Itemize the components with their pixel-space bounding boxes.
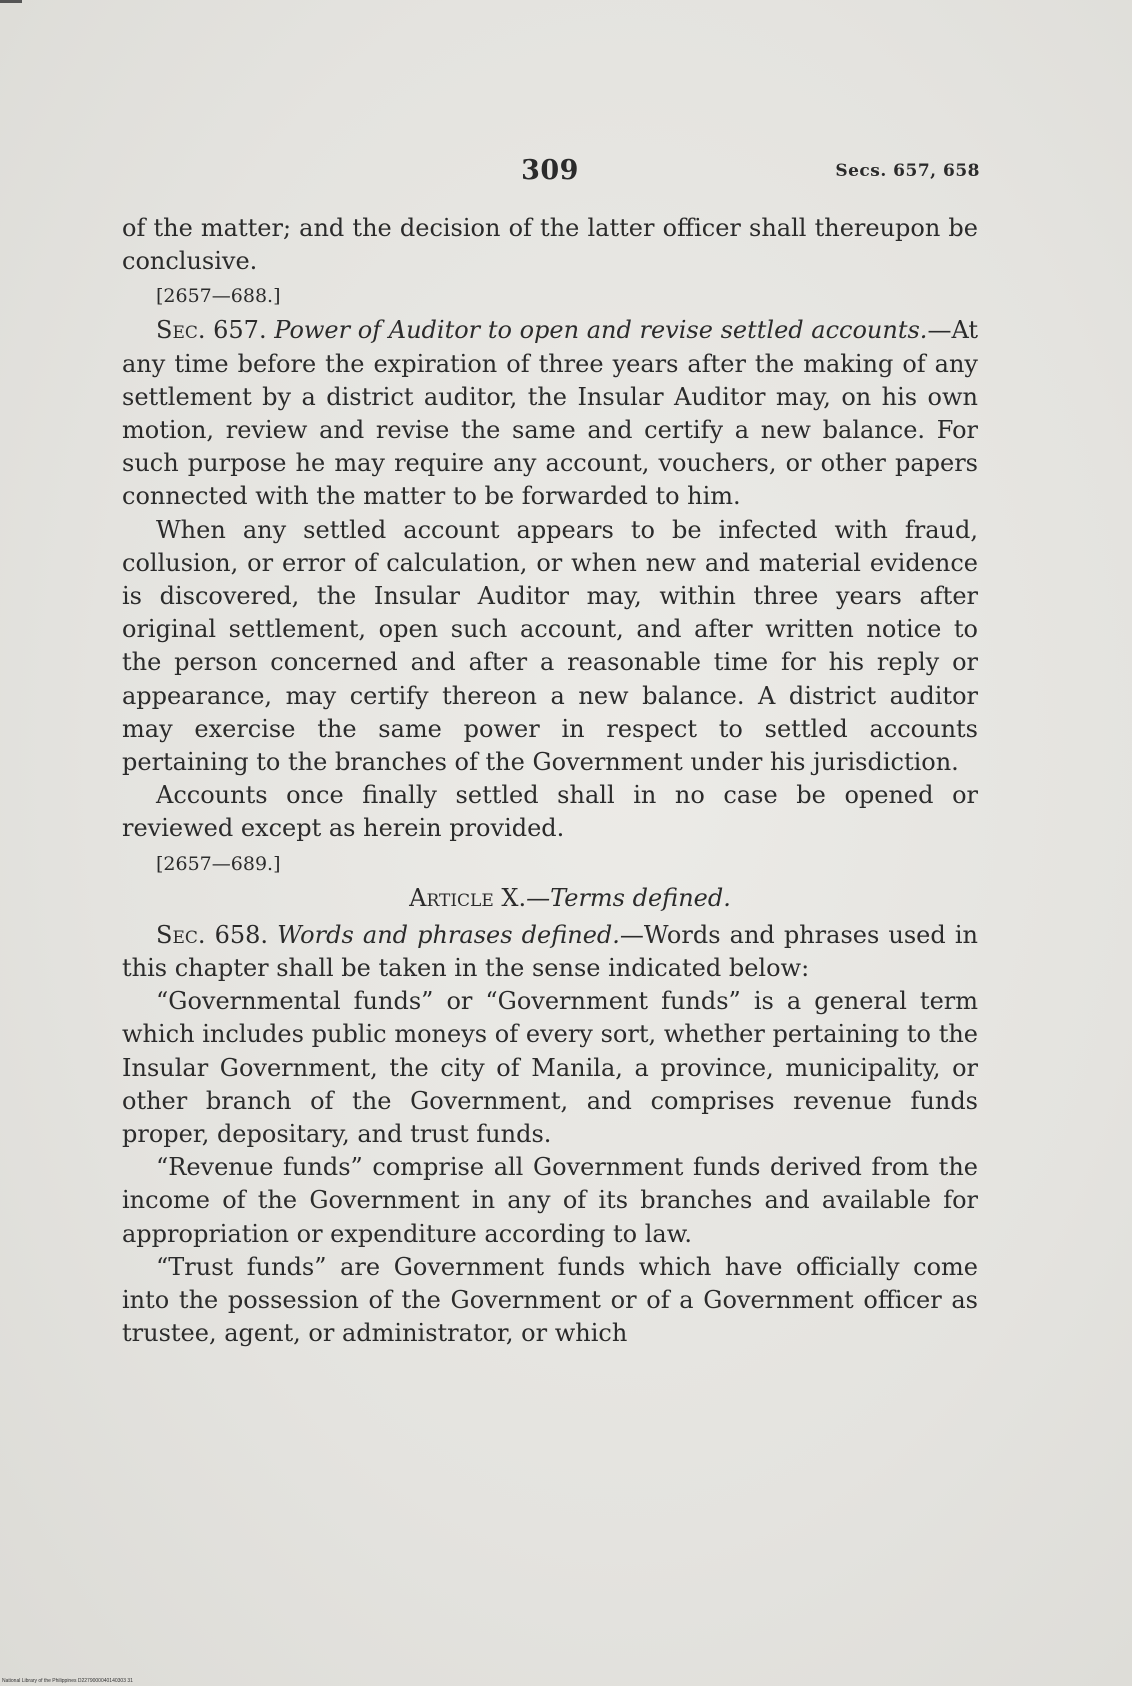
definition-revenue-funds: “Revenue funds” comprise all Government funds derived from the income of the Government in any of its branches and available for appropriation or expenditure according to law. [122,1153,978,1248]
section-text: —Words and phrases used in this chapter shall be taken in the sense indicated below: [122,920,978,983]
section-text: —At any time before the expiration of three years after the making of any settlement by a district auditor, the Insular Auditor may, on his own motion, review and revise the same and certify a new balance. For such purpose he may require any account, vouchers, or other papers connected with the matter to be forwarded to him. [122,316,978,511]
paragraph-continuation: of the matter; and the decision of the latter officer shall thereupon be conclusive. [122,214,978,276]
source-citation: [2657—688.] [156,285,281,308]
paragraph-finally-settled: Accounts once finally settled shall in no case be opened or reviewed except as herein provided. [122,781,978,843]
paragraph-settled-accounts: When any settled account appears to be infected with fraud, collusion, or error of calculation, or when new and material evidence is discovered, the Insular Auditor may, within three years after original settlement, open such account, and after written notice to the person concerned and after a reasonable time for his reply or appearance, may certify thereon a new balance. A district auditor may exercise the same power in respect to settled accounts pertaining to the branches of the Government under his jurisdiction. [122,515,978,777]
section-title: Power of Auditor to open and revise settled accounts. [274,316,928,345]
section-title: Words and phrases defined. [277,920,620,949]
article-label: Article X. [409,883,527,912]
section-657 [122,314,978,513]
source-citation: [2657—689.] [156,852,281,875]
section-label: Sec. 657. [156,316,267,345]
section-label: Sec. 658. [156,920,269,949]
page-body [122,212,978,1351]
running-head: Secs. 657, 658 [835,161,980,181]
article-title: —Terms defined. [526,883,731,912]
page-number: 309 [521,155,579,186]
scan-edge-mark [0,0,22,3]
page-header [120,155,980,195]
definition-trust-funds: “Trust funds” are Government funds which have officially come into the possession of the Government or of a Government officer as trustee, agent, or administrator, or which [122,1252,978,1348]
section-658 [122,919,978,985]
scan-credit: National Library of the Philippines D2279000040140303 31 [2,1678,133,1684]
article-heading [122,882,978,915]
definition-government-funds: “Governmental funds” or “Government funds” is a general term which includes public moneys of every sort, whether pertaining to the Insular Government, the city of Manila, a province, municipality, or other branch of the Government, and comprises revenue funds proper, depositary, and trust funds. [122,987,978,1149]
